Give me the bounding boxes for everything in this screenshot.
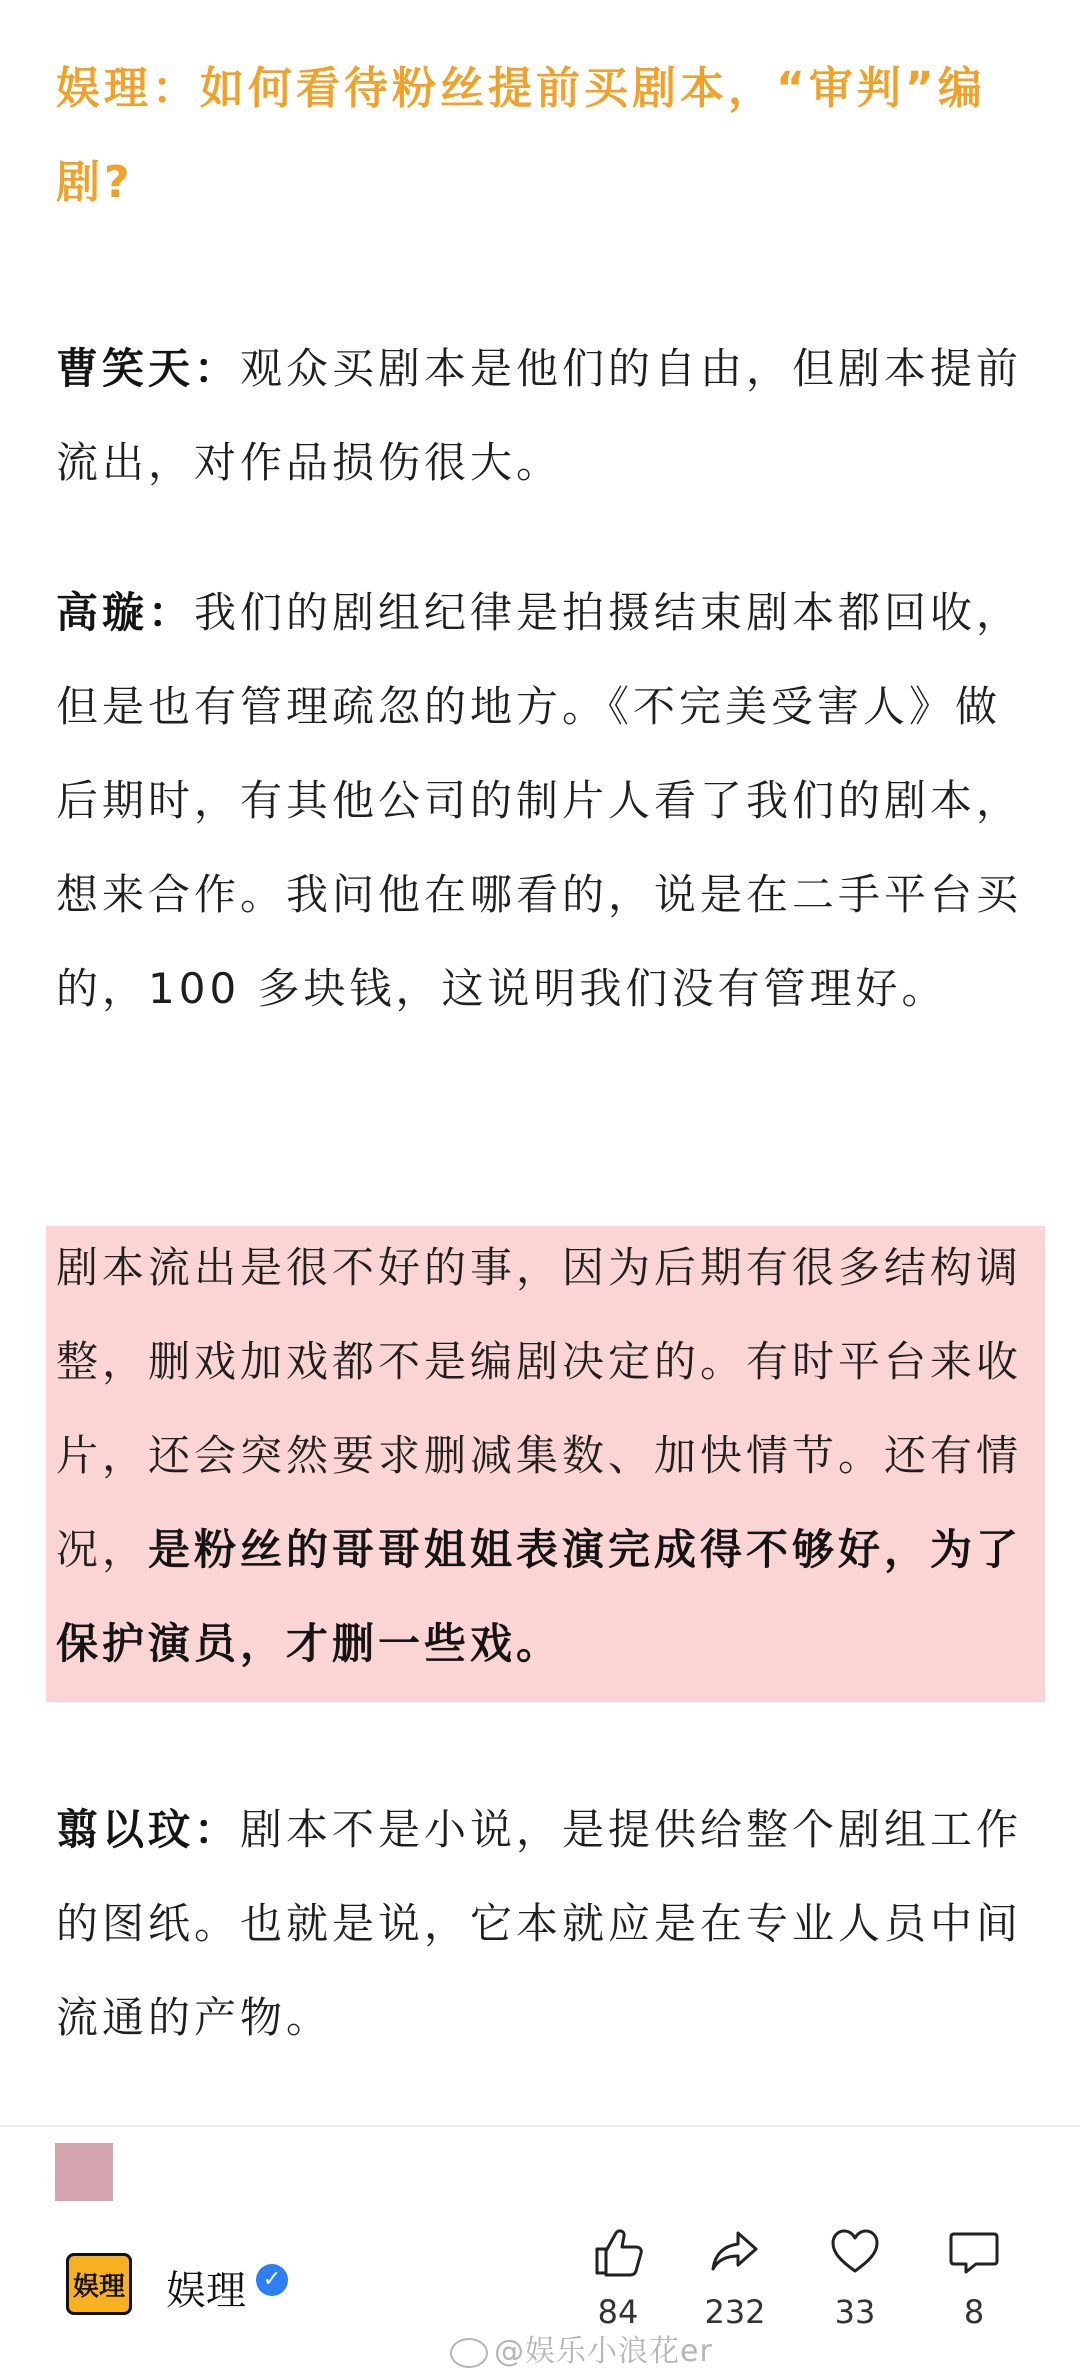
answer-text: 观众买剧本是他们的自由，但剧本提前流出，对作品损伤很大。: [56, 344, 1023, 487]
highlight-bold-text: 是粉丝的哥哥姐姐表演完成得不够好，为了保护演员，才删一些戏。: [56, 1525, 1023, 1668]
thumbs-up-icon: [591, 2225, 645, 2279]
footer-divider: [0, 2125, 1080, 2127]
article-question: 娱理：如何看待粉丝提前买剧本，“审判”编剧?: [56, 63, 986, 208]
verified-check-icon: ✓: [256, 2264, 288, 2296]
answer-gao-xuan: [56, 566, 1024, 1036]
speaker-name: 曹笑天：: [56, 344, 241, 393]
answer-text: 我们的剧组纪律是拍摄结束剧本都回收，但是也有管理疏忽的地方。《不完美受害人》做后期时，有其他公司的制片人看了我们的剧本，想来合作。我问他在哪看的，说是在二手平台买的，100 多块钱，这说明我们没有管理好。: [56, 588, 1023, 1013]
favorite-count: 33: [834, 2293, 876, 2331]
like-button[interactable]: [573, 2225, 663, 2331]
like-count: 84: [597, 2293, 639, 2331]
comment-count: 8: [963, 2293, 985, 2331]
answer-text: 剧本不是小说，是提供给整个剧组工作的图纸。也就是说，它本就应是在专业人员中间流通的产物。: [56, 1805, 1023, 2042]
heart-icon: [828, 2225, 882, 2279]
watermark-text: @娱乐小浪花er: [494, 2334, 713, 2369]
comment-bubble-icon: [947, 2225, 1001, 2279]
speaker-name: 翦以玟：: [56, 1805, 241, 1854]
favorite-button[interactable]: [810, 2225, 900, 2331]
highlighted-quote: [56, 1221, 1024, 1691]
speaker-name: 高璇：: [56, 588, 195, 637]
watermark: [450, 2326, 713, 2370]
highlight-text: 剧本流出是很不好的事，因为后期有很多结构调整，删戏加戏都不是编剧决定的。有时平台来收片，还会突然要求删减集数、加快情节。还有情况，: [56, 1243, 1023, 1574]
account-name[interactable]: 娱理: [166, 2268, 246, 2314]
share-count: 232: [704, 2293, 766, 2331]
image-thumbnail[interactable]: [55, 2143, 113, 2201]
weibo-icon: [450, 2338, 488, 2368]
share-arrow-icon: [708, 2225, 762, 2279]
answer-cao-xiaotian: [56, 322, 1024, 510]
share-button[interactable]: [690, 2225, 780, 2331]
answer-jian-yiwen: [56, 1783, 1024, 2065]
comment-button[interactable]: [929, 2225, 1019, 2331]
account-avatar[interactable]: 娱理: [66, 2253, 132, 2315]
